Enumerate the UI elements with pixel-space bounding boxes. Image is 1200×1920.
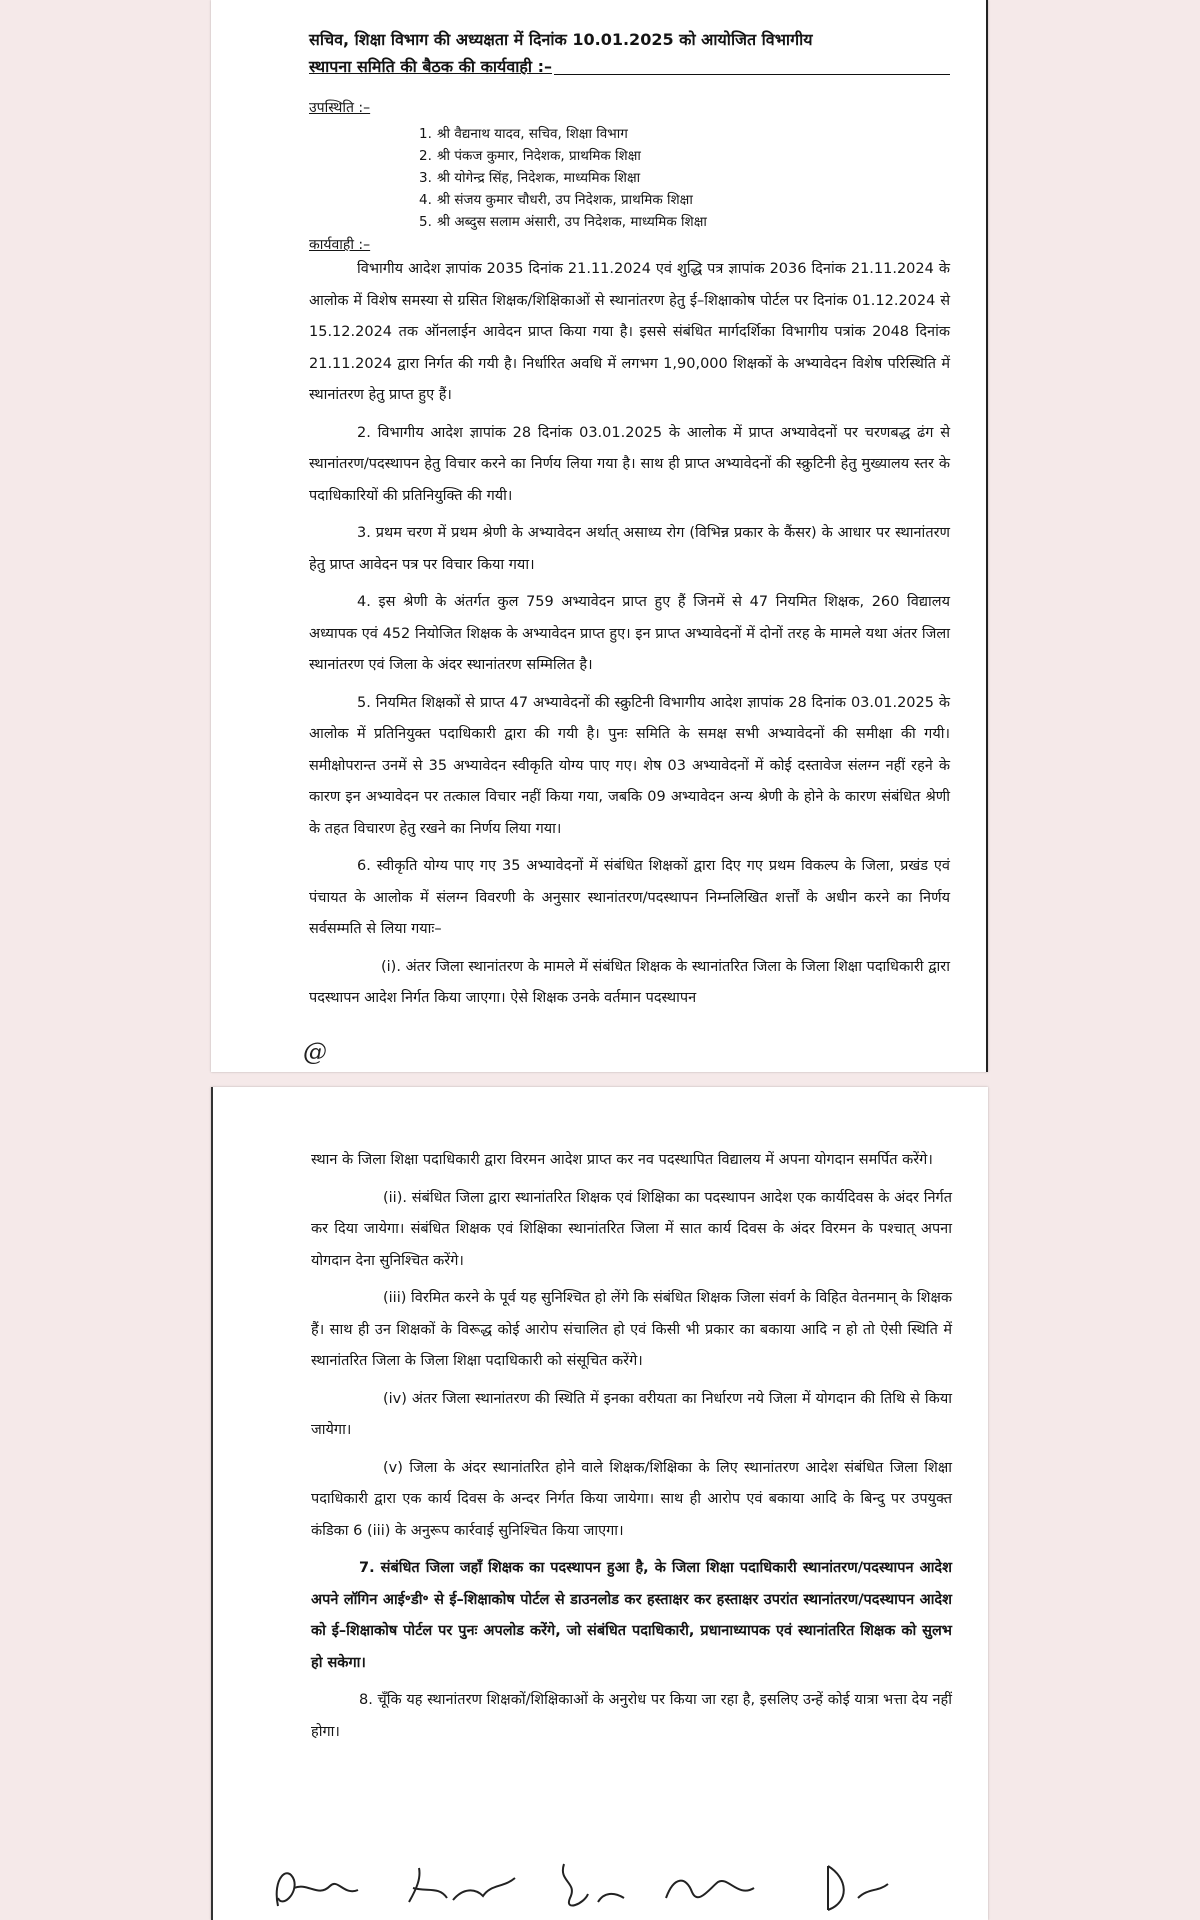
title-underline bbox=[554, 74, 950, 75]
clause-iii: (iii) विरमित करने के पूर्व यह सुनिश्चित हो लेंगे कि संबंधित शिक्षक जिला संवर्ग के विहित वेतनमान् के शिक्षक हैं। साथ ही उन शिक्षकों के विरूद्ध कोई आरोप संचालित हो एवं किसी भी प्रकार का बकाया आदि न हो तो ऐसी स्थिति में स्थानांतरित जिला के जिला शिक्षा पदाधिकारी को संसूचित करेंगे। bbox=[311, 1290, 952, 1369]
clause-v: (v) जिला के अंदर स्थानांतरित होने वाले शिक्षक/शिक्षिका के लिए स्थानांतरण आदेश संबंधित जिला शिक्षा पदाधिकारी द्वारा एक कार्य दिवस के अन्दर निर्गत किया जायेगा। साथ ही आरोप एवं बकाया आदि के बिन्दु पर उपयुक्त कंडिका 6 (iii) के अनुरूप कार्रवाई सुनिश्चित किया जाएगा। bbox=[311, 1459, 952, 1539]
paragraph-1: विभागीय आदेश ज्ञापांक 2035 दिनांक 21.11.2024 एवं शुद्धि पत्र ज्ञापांक 2036 दिनांक 21.11.2024 के आलोक में विशेष समस्या से ग्रसित शिक्षक/शिक्षिकाओं से स्थानांतरण हेतु ई–शिक्षाकोष पोर्टल पर दिनांक 01.12.2024 से 15.12.2024 तक ऑनलाईन आवेदन प्राप्त किया गया है। इससे संबंधित मार्गदर्शिका विभागीय पत्रांक 2048 दिनांक 21.11.2024 द्वारा निर्गत की गयी है। निर्धारित अवधि में लगभग 1,90,000 शिक्षकों के अभ्यावेदन विशेष परिस्थिति में स्थानांतरण हेतु प्राप्त हुए हैं। bbox=[309, 261, 950, 403]
signature-3 bbox=[548, 1858, 638, 1918]
attendee-item: 5. श्री अब्दुस सलाम अंसारी, उप निदेशक, माध्यमिक शिक्षा bbox=[419, 214, 707, 230]
initial-mark: @ bbox=[303, 1038, 327, 1066]
document-page-1 bbox=[211, 0, 988, 1072]
clause-i-start: (i). अंतर जिला स्थानांतरण के मामले में संबंधित शिक्षक के स्थानांतरित जिला के जिला शिक्षा पदाधिकारी द्वारा पदस्थापन आदेश निर्गत किया जाएगा। ऐसे शिक्षक उनके वर्तमान पदस्थापन bbox=[309, 958, 950, 1006]
attendee-item: 2. श्री पंकज कुमार, निदेशक, प्राथमिक शिक्षा bbox=[419, 148, 641, 164]
attendee-item: 3. श्री योगेन्द्र सिंह, निदेशक, माध्यमिक शिक्षा bbox=[419, 170, 641, 186]
title-line-2: स्थापना समिति की बैठक की कार्यवाही :– bbox=[309, 57, 552, 76]
attendee-list bbox=[419, 123, 950, 233]
document-page-2 bbox=[211, 1087, 988, 1920]
paragraph-8: 8. चूँकि यह स्थानांतरण शिक्षकों/शिक्षिकाओं के अनुरोध पर किया जा रहा है, इसलिए उन्हें कोई यात्रा भत्ता देय नहीं होगा। bbox=[311, 1692, 952, 1740]
clause-iv: (iv) अंतर जिला स्थानांतरण की स्थिति में इनका वरीयता का निर्धारण नये जिला में योगदान की तिथि से किया जायेगा। bbox=[311, 1390, 952, 1438]
attendance-heading: उपस्थिति :– bbox=[309, 100, 371, 116]
title-line-1: सचिव, शिक्षा विभाग की अध्यक्षता में दिनांक 10.01.2025 को आयोजित विभागीय bbox=[309, 30, 813, 49]
attendee-item: 1. श्री वैद्यनाथ यादव, सचिव, शिक्षा विभाग bbox=[419, 126, 628, 142]
paragraph-5: 5. नियमित शिक्षकों से प्राप्त 47 अभ्यावेदनों की स्क्रुटिनी विभागीय आदेश ज्ञापांक 28 दिनांक 03.01.2025 के आलोक में प्रतिनियुक्त पदाधिकारी द्वारा की गयी है। पुनः समिति के समक्ष सभी अभ्यावेदनों की समीक्षा की गयी। समीक्षोपरान्त उनमें से 35 अभ्यावेदन स्वीकृति योग्य पाए गए। शेष 03 अभ्यावेदनों में कोई दस्तावेज संलग्न नहीं रहने के कारण इन अभ्यावेदन पर तत्काल विचार नहीं किया गया, जबकि 09 अभ्यावेदन अन्य श्रेणी के होने के कारण संबंधित श्रेणी के तहत विचारण हेतु रखने का निर्णय लिया गया। bbox=[309, 694, 950, 837]
clause-ii: (ii). संबंधित जिला द्वारा स्थानांतरित शिक्षक एवं शिक्षिका का पदस्थापन आदेश एक कार्यदिवस के अंदर निर्गत कर दिया जायेगा। संबंधित शिक्षक एवं शिक्षिका स्थानांतरित जिला में सात कार्य दिवस के अंदर विरमन के पश्चात् अपना योगदान देना सुनिश्चित करेंगे। bbox=[311, 1189, 952, 1269]
paragraph-2: 2. विभागीय आदेश ज्ञापांक 28 दिनांक 03.01.2025 के आलोक में प्राप्त अभ्यावेदनों पर चरणबद्ध ढंग से स्थानांतरण/पदस्थापन हेतु विचार करने का निर्णय लिया गया है। साथ ही प्राप्त अभ्यावेदनों की स्क्रुटिनी हेतु मुख्यालय स्तर के पदाधिकारियों की प्रतिनियुक्ति की गयी। bbox=[309, 424, 950, 504]
signature-1 bbox=[268, 1858, 378, 1918]
signature-5 bbox=[808, 1858, 908, 1918]
clause-i-continued: स्थान के जिला शिक्षा पदाधिकारी द्वारा विरमन आदेश प्राप्त कर नव पदस्थापित विद्यालय में अपना योगदान समर्पित करेंगे। bbox=[311, 1152, 933, 1168]
attendee-item: 4. श्री संजय कुमार चौधरी, उप निदेशक, प्राथमिक शिक्षा bbox=[419, 192, 693, 208]
signature-row bbox=[268, 1858, 928, 1918]
paragraph-3: 3. प्रथम चरण में प्रथम श्रेणी के अभ्यावेदन अर्थात् असाध्य रोग (विभिन्न प्रकार के कैंसर) के आधार पर स्थानांतरण हेतु प्राप्त आवेदन पत्र पर विचार किया गया। bbox=[309, 525, 950, 573]
paragraph-7: 7. संबंधित जिला जहाँ शिक्षक का पदस्थापन हुआ है, के जिला शिक्षा पदाधिकारी स्थानांतरण/पदस्थापन आदेश अपने लॉगिन आई॰डी॰ से ई–शिक्षाकोष पोर्टल से डाउनलोड कर हस्ताक्षर कर हस्ताक्षर उपरांत स्थानांतरण/पदस्थापन आदेश को ई–शिक्षाकोष पोर्टल पर पुनः अपलोड करेंगे, जो संबंधित पदाधिकारी, प्रधानाध्यापक एवं स्थानांतरित शिक्षक को सुलभ हो सकेगा। bbox=[311, 1560, 952, 1671]
document-title bbox=[309, 26, 950, 80]
signature-2 bbox=[403, 1858, 523, 1918]
paragraph-6: 6. स्वीकृति योग्य पाए गए 35 अभ्यावेदनों में संबंधित शिक्षकों द्वारा दिए गए प्रथम विकल्प के जिला, प्रखंड एवं पंचायत के आलोक में संलग्न विवरणी के अनुसार स्थानांतरण/पदस्थापन निम्नलिखित शर्त्तों के अधीन करने का निर्णय सर्वसम्मति से लिया गयाः– bbox=[309, 858, 950, 937]
signature-4 bbox=[658, 1858, 768, 1918]
proceedings-heading: कार्यवाही :– bbox=[309, 237, 371, 253]
paragraph-4: 4. इस श्रेणी के अंतर्गत कुल 759 अभ्यावेदन प्राप्त हुए हैं जिनमें से 47 नियमित शिक्षक, 260 विद्यालय अध्यापक एवं 452 नियोजित शिक्षक के अभ्यावेदन प्राप्त हुए। इन प्राप्त अभ्यावेदनों में दोनों तरह के मामले यथा अंतर जिला स्थानांतरण एवं जिला के अंदर स्थानांतरण सम्मिलित है। bbox=[309, 594, 950, 673]
